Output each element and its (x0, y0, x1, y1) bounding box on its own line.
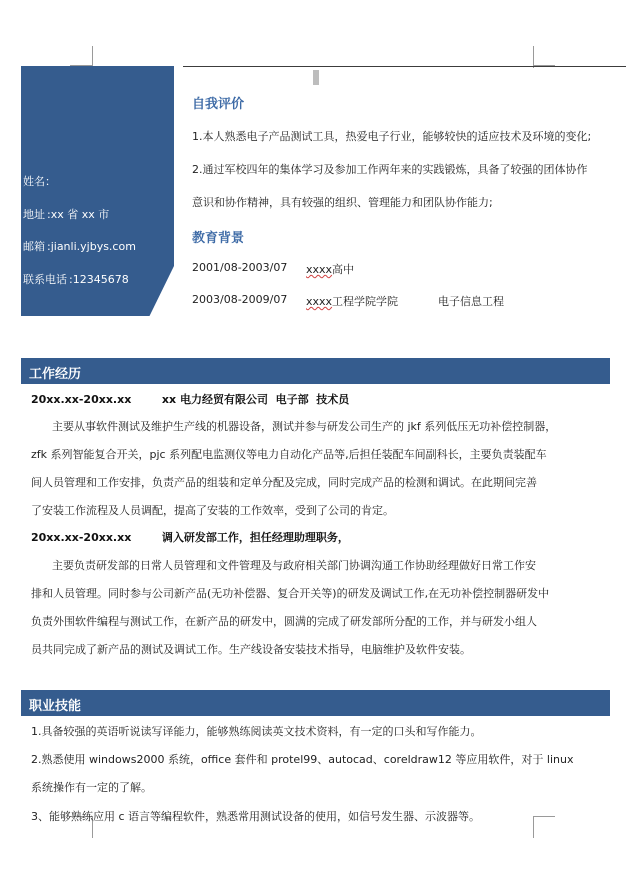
job-1-line-2: zfk 系列智能复合开关，pjc 系列配电监测仪等电力自动化产品等,后担任装配车间副科长，主要负责装配车 (31, 448, 547, 461)
self-eval-line-1: 1.本人熟悉电子产品测试工具，热爱电子行业，能够较快的适应技术及环境的变化; (192, 130, 592, 143)
education-period-1: 2001/08-2003/07 (192, 261, 288, 274)
crop-mark (533, 46, 534, 68)
skills-line-1: 1.具备较强的英语听说读写译能力，能够熟练阅读英文技术资料，有一定的口头和写作能力。 (31, 725, 482, 738)
phone-value: :12345678 (69, 273, 129, 286)
text-cursor-marker (313, 70, 319, 85)
school-suffix: 高中 (332, 263, 355, 276)
email-label: 邮箱 (23, 240, 45, 253)
education-title: 教育背景 (192, 231, 245, 246)
education-school-1 (306, 261, 354, 277)
self-eval-line-2: 2.通过军校四年的集体学习及参加工作两年来的实践锻炼，具备了较强的团体协作 (192, 163, 588, 176)
skills-section-band (21, 690, 610, 716)
phone-label: 联系电话 (23, 273, 67, 286)
job-2-heading: 20xx.xx-20xx.xx 调入研发部工作，担任经理助理职务， (31, 531, 349, 544)
education-major-2: 电子信息工程 (438, 295, 504, 308)
job-2-line-4: 员共同完成了新产品的测试及调试工作。生产线设备安装技术指导，电脑维护及软件安装。 (31, 643, 471, 656)
school-suffix: 工程学院学院 (332, 295, 399, 308)
education-period-2: 2003/08-2009/07 (192, 293, 288, 306)
name-label: 姓名： (23, 175, 56, 188)
school-prefix: xxxx (306, 295, 333, 308)
skills-line-4: 3、能够熟练应用 c 语言等编程软件，熟悉常用测试设备的使用，如信号发生器、示波器等。 (31, 810, 481, 823)
email-line (23, 238, 136, 254)
self-eval-line-3: 意识和协作精神，具有较强的组织、管理能力和团队协作能力; (192, 196, 493, 209)
crop-mark (533, 816, 534, 838)
education-school-2 (306, 293, 398, 309)
work-section-title: 工作经历 (29, 367, 82, 382)
name-line (23, 173, 56, 189)
job-1-line-1: 主要从事软件测试及维护生产线的机器设备，测试并参与研发公司生产的 jkf 系列低压无功补偿控制器， (52, 420, 557, 433)
skills-line-3: 系统操作有一定的了解。 (31, 781, 152, 794)
crop-mark (92, 46, 93, 68)
header-rule (183, 66, 626, 67)
email-value: :jianli.yjbys.com (47, 240, 136, 253)
crop-mark (533, 816, 555, 817)
job-2-line-2: 排和人员管理。同时参与公司新产品(无功补偿器、复合开关等)的研发及调试工作,在无功补偿控制器研发中 (31, 587, 550, 600)
job-1-heading: 20xx.xx-20xx.xx xx 电力经贸有限公司 电子部 技术员 (31, 393, 350, 406)
phone-line (23, 271, 129, 287)
job-2-line-1: 主要负责研发部的日常人员管理和文件管理及与政府相关部门协调沟通工作协助经理做好日常工作安 (52, 559, 536, 572)
work-section-band (21, 358, 610, 384)
crop-mark (70, 65, 92, 66)
address-label: 地址 (23, 208, 45, 221)
skills-section-title: 职业技能 (29, 699, 82, 714)
self-eval-title: 自我评价 (192, 97, 245, 112)
skills-line-2: 2.熟悉使用 windows2000 系统，office 套件和 protel99、autocad、coreldraw12 等应用软件，对于 linux (31, 753, 574, 766)
school-prefix: xxxx (306, 263, 333, 276)
address-line (23, 206, 109, 222)
address-value: :xx 省 xx 市 (47, 208, 110, 221)
job-1-line-4: 了安装工作流程及人员调配，提高了安装的工作效率，受到了公司的肯定。 (31, 504, 394, 517)
job-2-line-3: 负责外围软件编程与测试工作，在新产品的研发中，圆满的完成了研发部所分配的工作，并与研发小组人 (31, 615, 537, 628)
job-1-line-3: 间人员管理和工作安排，负责产品的组装和定单分配及完成，同时完成产品的检测和调试。在此期间完善 (31, 476, 537, 489)
